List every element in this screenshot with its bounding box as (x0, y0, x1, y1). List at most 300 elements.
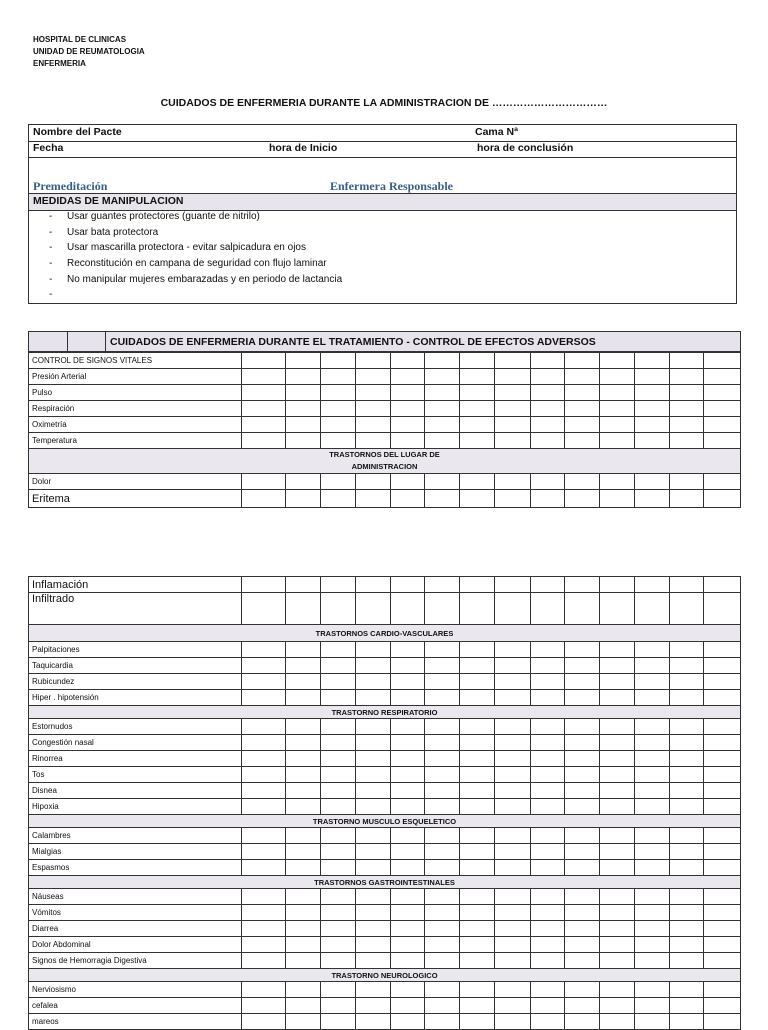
entry-cell[interactable] (425, 658, 459, 674)
entry-cell[interactable] (564, 433, 599, 449)
entry-cell[interactable] (600, 385, 634, 401)
entry-cell[interactable] (425, 998, 459, 1014)
entry-cell[interactable] (391, 417, 425, 433)
entry-cell[interactable] (321, 385, 355, 401)
entry-cell[interactable] (600, 860, 634, 876)
entry-cell[interactable] (564, 799, 599, 815)
entry-cell[interactable] (391, 433, 425, 449)
entry-cell[interactable] (242, 783, 285, 799)
entry-cell[interactable] (564, 783, 599, 799)
entry-cell[interactable] (391, 751, 425, 767)
entry-cell[interactable] (285, 921, 320, 937)
entry-cell[interactable] (355, 474, 390, 490)
entry-cell[interactable] (564, 860, 599, 876)
entry-cell[interactable] (530, 401, 564, 417)
entry-cell[interactable] (564, 369, 599, 385)
entry-cell[interactable] (634, 593, 669, 625)
entry-cell[interactable] (704, 353, 741, 369)
entry-cell[interactable] (495, 828, 530, 844)
entry-cell[interactable] (242, 674, 285, 690)
entry-cell[interactable] (321, 1014, 355, 1030)
entry-cell[interactable] (242, 719, 285, 735)
entry-cell[interactable] (242, 593, 285, 625)
entry-cell[interactable] (704, 690, 741, 706)
entry-cell[interactable] (391, 658, 425, 674)
entry-cell[interactable] (634, 658, 669, 674)
entry-cell[interactable] (242, 433, 285, 449)
entry-cell[interactable] (600, 751, 634, 767)
entry-cell[interactable] (634, 799, 669, 815)
entry-cell[interactable] (242, 799, 285, 815)
entry-cell[interactable] (704, 674, 741, 690)
entry-cell[interactable] (425, 474, 459, 490)
entry-cell[interactable] (459, 1014, 494, 1030)
entry-cell[interactable] (704, 719, 741, 735)
entry-cell[interactable] (242, 921, 285, 937)
entry-cell[interactable] (321, 690, 355, 706)
entry-cell[interactable] (285, 369, 320, 385)
entry-cell[interactable] (242, 658, 285, 674)
entry-cell[interactable] (530, 474, 564, 490)
entry-cell[interactable] (495, 783, 530, 799)
entry-cell[interactable] (459, 690, 494, 706)
entry-cell[interactable] (355, 658, 390, 674)
entry-cell[interactable] (670, 998, 704, 1014)
entry-cell[interactable] (459, 982, 494, 998)
entry-cell[interactable] (355, 674, 390, 690)
entry-cell[interactable] (600, 953, 634, 969)
entry-cell[interactable] (425, 889, 459, 905)
entry-cell[interactable] (634, 783, 669, 799)
entry-cell[interactable] (321, 905, 355, 921)
entry-cell[interactable] (355, 353, 390, 369)
entry-cell[interactable] (355, 577, 390, 593)
entry-cell[interactable] (704, 658, 741, 674)
entry-cell[interactable] (285, 937, 320, 953)
entry-cell[interactable] (459, 642, 494, 658)
entry-cell[interactable] (425, 905, 459, 921)
entry-cell[interactable] (242, 369, 285, 385)
entry-cell[interactable] (285, 719, 320, 735)
entry-cell[interactable] (285, 490, 320, 508)
entry-cell[interactable] (704, 417, 741, 433)
entry-cell[interactable] (670, 577, 704, 593)
entry-cell[interactable] (285, 889, 320, 905)
entry-cell[interactable] (564, 953, 599, 969)
entry-cell[interactable] (600, 433, 634, 449)
entry-cell[interactable] (634, 828, 669, 844)
entry-cell[interactable] (425, 937, 459, 953)
entry-cell[interactable] (242, 751, 285, 767)
entry-cell[interactable] (704, 767, 741, 783)
entry-cell[interactable] (459, 921, 494, 937)
entry-cell[interactable] (459, 577, 494, 593)
entry-cell[interactable] (495, 937, 530, 953)
entry-cell[interactable] (600, 889, 634, 905)
entry-cell[interactable] (391, 385, 425, 401)
entry-cell[interactable] (242, 860, 285, 876)
entry-cell[interactable] (600, 937, 634, 953)
entry-cell[interactable] (285, 401, 320, 417)
entry-cell[interactable] (242, 417, 285, 433)
entry-cell[interactable] (495, 369, 530, 385)
entry-cell[interactable] (391, 828, 425, 844)
entry-cell[interactable] (459, 783, 494, 799)
entry-cell[interactable] (495, 593, 530, 625)
entry-cell[interactable] (355, 921, 390, 937)
entry-cell[interactable] (459, 751, 494, 767)
entry-cell[interactable] (321, 767, 355, 783)
entry-cell[interactable] (600, 369, 634, 385)
entry-cell[interactable] (634, 735, 669, 751)
entry-cell[interactable] (600, 767, 634, 783)
entry-cell[interactable] (321, 982, 355, 998)
entry-cell[interactable] (459, 719, 494, 735)
entry-cell[interactable] (670, 783, 704, 799)
entry-cell[interactable] (600, 577, 634, 593)
entry-cell[interactable] (495, 799, 530, 815)
entry-cell[interactable] (530, 490, 564, 508)
entry-cell[interactable] (670, 401, 704, 417)
entry-cell[interactable] (495, 719, 530, 735)
entry-cell[interactable] (670, 921, 704, 937)
entry-cell[interactable] (391, 401, 425, 417)
entry-cell[interactable] (242, 642, 285, 658)
entry-cell[interactable] (425, 982, 459, 998)
entry-cell[interactable] (459, 767, 494, 783)
entry-cell[interactable] (391, 674, 425, 690)
entry-cell[interactable] (495, 674, 530, 690)
entry-cell[interactable] (600, 735, 634, 751)
entry-cell[interactable] (285, 674, 320, 690)
entry-cell[interactable] (321, 417, 355, 433)
entry-cell[interactable] (355, 385, 390, 401)
entry-cell[interactable] (321, 735, 355, 751)
entry-cell[interactable] (285, 474, 320, 490)
entry-cell[interactable] (495, 767, 530, 783)
entry-cell[interactable] (425, 783, 459, 799)
entry-cell[interactable] (459, 658, 494, 674)
entry-cell[interactable] (564, 474, 599, 490)
entry-cell[interactable] (459, 998, 494, 1014)
entry-cell[interactable] (242, 577, 285, 593)
entry-cell[interactable] (242, 353, 285, 369)
entry-cell[interactable] (355, 860, 390, 876)
entry-cell[interactable] (495, 417, 530, 433)
entry-cell[interactable] (495, 844, 530, 860)
entry-cell[interactable] (495, 953, 530, 969)
entry-cell[interactable] (530, 982, 564, 998)
entry-cell[interactable] (634, 844, 669, 860)
entry-cell[interactable] (425, 953, 459, 969)
entry-cell[interactable] (391, 889, 425, 905)
entry-cell[interactable] (634, 921, 669, 937)
entry-cell[interactable] (321, 998, 355, 1014)
entry-cell[interactable] (459, 844, 494, 860)
entry-cell[interactable] (564, 593, 599, 625)
entry-cell[interactable] (459, 889, 494, 905)
entry-cell[interactable] (355, 433, 390, 449)
entry-cell[interactable] (242, 953, 285, 969)
entry-cell[interactable] (321, 577, 355, 593)
entry-cell[interactable] (564, 751, 599, 767)
entry-cell[interactable] (459, 828, 494, 844)
entry-cell[interactable] (600, 844, 634, 860)
entry-cell[interactable] (704, 401, 741, 417)
entry-cell[interactable] (242, 735, 285, 751)
entry-cell[interactable] (355, 937, 390, 953)
entry-cell[interactable] (564, 642, 599, 658)
entry-cell[interactable] (564, 1014, 599, 1030)
entry-cell[interactable] (600, 401, 634, 417)
entry-cell[interactable] (391, 719, 425, 735)
entry-cell[interactable] (355, 889, 390, 905)
entry-cell[interactable] (670, 953, 704, 969)
entry-cell[interactable] (495, 905, 530, 921)
entry-cell[interactable] (530, 767, 564, 783)
entry-cell[interactable] (425, 369, 459, 385)
entry-cell[interactable] (634, 417, 669, 433)
entry-cell[interactable] (670, 889, 704, 905)
entry-cell[interactable] (285, 767, 320, 783)
entry-cell[interactable] (704, 921, 741, 937)
entry-cell[interactable] (530, 658, 564, 674)
entry-cell[interactable] (321, 433, 355, 449)
entry-cell[interactable] (321, 889, 355, 905)
entry-cell[interactable] (600, 353, 634, 369)
entry-cell[interactable] (564, 828, 599, 844)
entry-cell[interactable] (670, 719, 704, 735)
entry-cell[interactable] (634, 905, 669, 921)
entry-cell[interactable] (495, 577, 530, 593)
entry-cell[interactable] (670, 593, 704, 625)
entry-cell[interactable] (391, 1014, 425, 1030)
entry-cell[interactable] (704, 783, 741, 799)
entry-cell[interactable] (704, 953, 741, 969)
entry-cell[interactable] (285, 860, 320, 876)
entry-cell[interactable] (391, 593, 425, 625)
entry-cell[interactable] (704, 593, 741, 625)
entry-cell[interactable] (391, 783, 425, 799)
entry-cell[interactable] (495, 690, 530, 706)
entry-cell[interactable] (704, 490, 741, 508)
entry-cell[interactable] (285, 751, 320, 767)
entry-cell[interactable] (242, 889, 285, 905)
entry-cell[interactable] (634, 860, 669, 876)
entry-cell[interactable] (459, 369, 494, 385)
entry-cell[interactable] (564, 735, 599, 751)
entry-cell[interactable] (285, 658, 320, 674)
entry-cell[interactable] (670, 369, 704, 385)
entry-cell[interactable] (242, 385, 285, 401)
entry-cell[interactable] (321, 828, 355, 844)
entry-cell[interactable] (564, 767, 599, 783)
entry-cell[interactable] (459, 401, 494, 417)
entry-cell[interactable] (459, 353, 494, 369)
entry-cell[interactable] (459, 905, 494, 921)
entry-cell[interactable] (321, 353, 355, 369)
entry-cell[interactable] (391, 799, 425, 815)
entry-cell[interactable] (355, 799, 390, 815)
entry-cell[interactable] (355, 401, 390, 417)
entry-cell[interactable] (321, 369, 355, 385)
entry-cell[interactable] (634, 751, 669, 767)
entry-cell[interactable] (425, 385, 459, 401)
entry-cell[interactable] (564, 905, 599, 921)
entry-cell[interactable] (391, 474, 425, 490)
entry-cell[interactable] (704, 982, 741, 998)
entry-cell[interactable] (321, 674, 355, 690)
entry-cell[interactable] (459, 735, 494, 751)
entry-cell[interactable] (321, 474, 355, 490)
entry-cell[interactable] (600, 1014, 634, 1030)
entry-cell[interactable] (530, 674, 564, 690)
entry-cell[interactable] (670, 799, 704, 815)
entry-cell[interactable] (670, 860, 704, 876)
entry-cell[interactable] (670, 767, 704, 783)
entry-cell[interactable] (355, 490, 390, 508)
entry-cell[interactable] (564, 690, 599, 706)
entry-cell[interactable] (600, 658, 634, 674)
entry-cell[interactable] (634, 982, 669, 998)
entry-cell[interactable] (425, 844, 459, 860)
entry-cell[interactable] (321, 953, 355, 969)
entry-cell[interactable] (530, 937, 564, 953)
entry-cell[interactable] (391, 690, 425, 706)
entry-cell[interactable] (670, 828, 704, 844)
entry-cell[interactable] (600, 905, 634, 921)
entry-cell[interactable] (321, 490, 355, 508)
entry-cell[interactable] (285, 417, 320, 433)
entry-cell[interactable] (495, 982, 530, 998)
entry-cell[interactable] (459, 490, 494, 508)
entry-cell[interactable] (425, 433, 459, 449)
entry-cell[interactable] (670, 642, 704, 658)
entry-cell[interactable] (285, 577, 320, 593)
entry-cell[interactable] (495, 474, 530, 490)
entry-cell[interactable] (670, 982, 704, 998)
entry-cell[interactable] (242, 937, 285, 953)
entry-cell[interactable] (285, 799, 320, 815)
entry-cell[interactable] (600, 490, 634, 508)
entry-cell[interactable] (670, 735, 704, 751)
entry-cell[interactable] (425, 751, 459, 767)
entry-cell[interactable] (425, 735, 459, 751)
entry-cell[interactable] (355, 751, 390, 767)
entry-cell[interactable] (495, 751, 530, 767)
entry-cell[interactable] (530, 719, 564, 735)
entry-cell[interactable] (600, 998, 634, 1014)
entry-cell[interactable] (704, 937, 741, 953)
entry-cell[interactable] (530, 828, 564, 844)
entry-cell[interactable] (530, 385, 564, 401)
entry-cell[interactable] (495, 490, 530, 508)
entry-cell[interactable] (242, 474, 285, 490)
entry-cell[interactable] (704, 433, 741, 449)
entry-cell[interactable] (321, 658, 355, 674)
entry-cell[interactable] (242, 844, 285, 860)
entry-cell[interactable] (459, 937, 494, 953)
entry-cell[interactable] (355, 828, 390, 844)
entry-cell[interactable] (704, 577, 741, 593)
entry-cell[interactable] (391, 921, 425, 937)
entry-cell[interactable] (459, 474, 494, 490)
entry-cell[interactable] (391, 844, 425, 860)
entry-cell[interactable] (321, 401, 355, 417)
entry-cell[interactable] (391, 642, 425, 658)
entry-cell[interactable] (600, 593, 634, 625)
entry-cell[interactable] (495, 353, 530, 369)
entry-cell[interactable] (495, 401, 530, 417)
entry-cell[interactable] (425, 401, 459, 417)
entry-cell[interactable] (425, 719, 459, 735)
entry-cell[interactable] (355, 905, 390, 921)
entry-cell[interactable] (600, 799, 634, 815)
entry-cell[interactable] (391, 953, 425, 969)
entry-cell[interactable] (459, 860, 494, 876)
entry-cell[interactable] (564, 982, 599, 998)
entry-cell[interactable] (285, 953, 320, 969)
entry-cell[interactable] (670, 905, 704, 921)
entry-cell[interactable] (355, 369, 390, 385)
entry-cell[interactable] (704, 860, 741, 876)
entry-cell[interactable] (391, 905, 425, 921)
entry-cell[interactable] (425, 690, 459, 706)
entry-cell[interactable] (670, 937, 704, 953)
entry-cell[interactable] (355, 719, 390, 735)
entry-cell[interactable] (600, 719, 634, 735)
entry-cell[interactable] (704, 369, 741, 385)
entry-cell[interactable] (285, 385, 320, 401)
entry-cell[interactable] (285, 998, 320, 1014)
entry-cell[interactable] (391, 998, 425, 1014)
entry-cell[interactable] (495, 642, 530, 658)
entry-cell[interactable] (242, 767, 285, 783)
entry-cell[interactable] (634, 353, 669, 369)
entry-cell[interactable] (530, 690, 564, 706)
entry-cell[interactable] (634, 719, 669, 735)
entry-cell[interactable] (634, 674, 669, 690)
entry-cell[interactable] (242, 690, 285, 706)
entry-cell[interactable] (530, 353, 564, 369)
entry-cell[interactable] (600, 921, 634, 937)
entry-cell[interactable] (634, 889, 669, 905)
entry-cell[interactable] (495, 658, 530, 674)
entry-cell[interactable] (634, 1014, 669, 1030)
entry-cell[interactable] (600, 982, 634, 998)
entry-cell[interactable] (459, 593, 494, 625)
entry-cell[interactable] (391, 490, 425, 508)
entry-cell[interactable] (530, 783, 564, 799)
entry-cell[interactable] (355, 690, 390, 706)
entry-cell[interactable] (242, 828, 285, 844)
entry-cell[interactable] (355, 998, 390, 1014)
entry-cell[interactable] (459, 433, 494, 449)
entry-cell[interactable] (530, 953, 564, 969)
entry-cell[interactable] (564, 719, 599, 735)
entry-cell[interactable] (530, 998, 564, 1014)
entry-cell[interactable] (425, 828, 459, 844)
entry-cell[interactable] (670, 844, 704, 860)
entry-cell[interactable] (355, 783, 390, 799)
entry-cell[interactable] (704, 385, 741, 401)
entry-cell[interactable] (425, 799, 459, 815)
entry-cell[interactable] (355, 417, 390, 433)
entry-cell[interactable] (634, 577, 669, 593)
entry-cell[interactable] (704, 751, 741, 767)
entry-cell[interactable] (670, 658, 704, 674)
entry-cell[interactable] (285, 982, 320, 998)
